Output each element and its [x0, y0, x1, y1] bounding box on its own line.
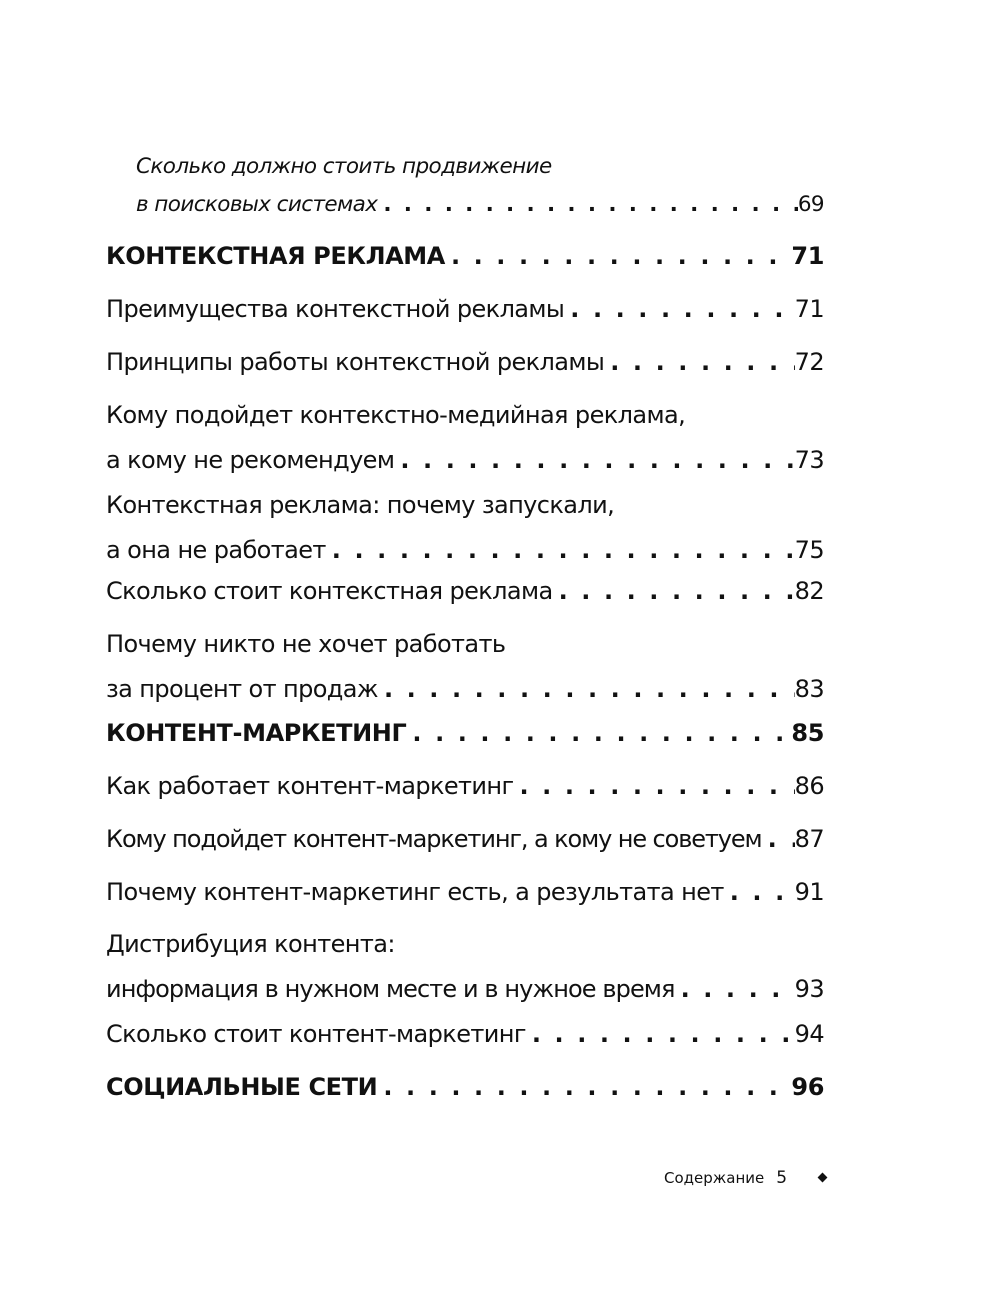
running-footer-section: Содержание — [664, 1169, 765, 1187]
toc-entry[interactable] — [106, 817, 824, 862]
toc-entry-title: Принципы работы контекстной рекламы — [106, 348, 605, 376]
page-footer — [664, 1168, 787, 1192]
dot-leader — [378, 667, 795, 712]
toc-entry-line — [106, 817, 824, 862]
toc-entry-page: 82 — [794, 577, 824, 605]
toc-entry-page: 73 — [794, 446, 824, 474]
diamond-ornament-icon — [818, 1173, 828, 1183]
toc-entry-page: 86 — [794, 772, 824, 800]
toc-entry[interactable] — [106, 922, 824, 1012]
dot-leader — [377, 186, 797, 224]
toc-entry-line — [106, 234, 824, 279]
toc-entry-line — [106, 967, 824, 1012]
dot-leader — [445, 234, 791, 279]
dot-leader — [326, 528, 795, 573]
toc-entry-page: 91 — [794, 878, 824, 906]
toc-entry[interactable] — [106, 870, 824, 915]
toc-entry-title: информация в нужном месте и в нужное время — [106, 975, 675, 1003]
toc-entry-line — [106, 287, 824, 332]
toc-entry-line — [106, 340, 824, 385]
toc-entry-line — [106, 667, 824, 712]
toc-entry-line — [106, 870, 824, 915]
toc-entry[interactable] — [106, 764, 824, 809]
toc-entry-title: Преимущества контекстной рекламы — [106, 295, 565, 323]
page-number: 5 — [776, 1168, 788, 1188]
dot-leader — [724, 870, 795, 915]
toc-entry-line — [106, 148, 824, 186]
dot-leader — [526, 1012, 795, 1057]
toc-entry-title: Почему контент-маркетинг есть, а результата нет — [106, 878, 724, 906]
dot-leader — [514, 764, 795, 809]
toc-entry-page: 71 — [791, 242, 824, 270]
toc-chapter[interactable] — [106, 1065, 824, 1110]
toc-entry-line — [106, 393, 824, 438]
toc-entry-line — [106, 1065, 824, 1110]
toc-entry-title: Дистрибуция контента: — [106, 930, 395, 958]
toc-entry-line — [106, 483, 824, 528]
toc-entry-page: 69 — [797, 192, 824, 217]
toc-chapter[interactable] — [106, 711, 824, 756]
toc-entry-line — [106, 528, 824, 573]
toc-entry[interactable] — [106, 1012, 824, 1057]
toc-entry[interactable] — [106, 483, 824, 573]
toc-entry-page: 85 — [791, 719, 824, 747]
toc-entry-line — [106, 922, 824, 967]
toc-entry-title: Почему никто не хочет работать — [106, 630, 506, 658]
toc-entry[interactable] — [106, 148, 824, 224]
toc-chapter[interactable] — [106, 234, 824, 279]
toc-entry-line — [106, 438, 824, 483]
toc-entry-title: Сколько стоит контекстная реклама — [106, 577, 553, 605]
toc-entry-page: 96 — [791, 1073, 824, 1101]
dot-leader — [553, 569, 795, 614]
toc-entry-title: за процент от продаж — [106, 675, 378, 703]
toc-entry[interactable] — [106, 340, 824, 385]
toc-entry-page: 83 — [794, 675, 824, 703]
dot-leader — [377, 1065, 791, 1110]
toc-chapter-title: СОЦИАЛЬНЫЕ СЕТИ — [106, 1073, 378, 1101]
toc-entry-page: 94 — [794, 1020, 824, 1048]
toc-entry-page: 72 — [794, 348, 824, 376]
toc-entry-title: Сколько должно стоить продвижение — [136, 154, 552, 179]
toc-entry-line — [106, 186, 824, 224]
toc-chapter-title: КОНТЕКСТНАЯ РЕКЛАМА — [106, 242, 445, 270]
toc-entry-title: Сколько стоит контент-маркетинг — [106, 1020, 526, 1048]
toc-entry-line — [106, 622, 824, 667]
toc-entry[interactable] — [106, 569, 824, 614]
dot-leader — [762, 817, 795, 862]
toc-entry-title: а кому не рекомендуем — [106, 446, 395, 474]
toc-chapter-title: КОНТЕНТ-МАРКЕТИНГ — [106, 719, 407, 747]
toc-entry-page: 87 — [794, 825, 824, 853]
dot-leader — [564, 287, 794, 332]
toc-entry-page: 71 — [794, 295, 824, 323]
toc-entry-title: Кому подойдет контекстно-медийная реклама, — [106, 401, 686, 429]
toc-entry[interactable] — [106, 622, 824, 712]
dot-leader — [604, 340, 794, 385]
toc-entry-title: а она не работает — [106, 536, 326, 564]
toc-entry-title: Как работает контент-маркетинг — [106, 772, 514, 800]
dot-leader — [394, 438, 794, 483]
toc-entry-line — [106, 569, 824, 614]
toc-entry[interactable] — [106, 393, 824, 483]
toc-entry-line — [106, 711, 824, 756]
toc-entry-page: 75 — [794, 536, 824, 564]
dot-leader — [406, 711, 791, 756]
toc-entry-title: Кому подойдет контент-маркетинг, а кому не советуем — [106, 825, 762, 853]
toc-entry-line — [106, 764, 824, 809]
toc-entry-page: 93 — [794, 975, 824, 1003]
toc-entry-title: в поисковых системах — [136, 192, 378, 217]
toc-entry[interactable] — [106, 287, 824, 332]
toc-entry-title: Контекстная реклама: почему запускали, — [106, 491, 615, 519]
dot-leader — [675, 967, 795, 1012]
toc-entry-line — [106, 1012, 824, 1057]
